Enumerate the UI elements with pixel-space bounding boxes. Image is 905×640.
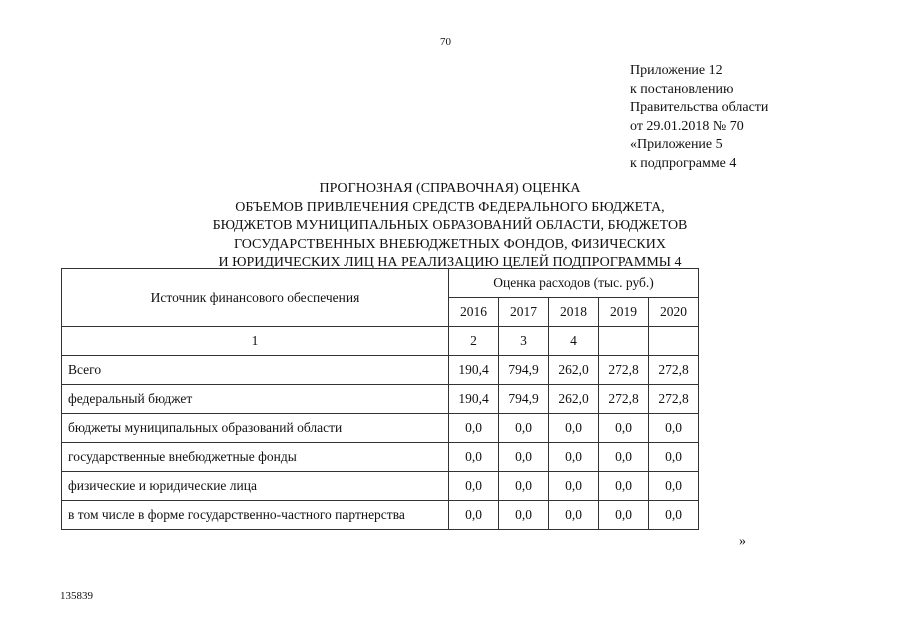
- year-header: 2019: [599, 298, 649, 327]
- value-cell: 0,0: [649, 414, 699, 443]
- value-cell: 272,8: [599, 385, 649, 414]
- value-cell: 0,0: [499, 443, 549, 472]
- value-cell: 0,0: [549, 501, 599, 530]
- year-header: 2017: [499, 298, 549, 327]
- value-cell: 0,0: [499, 501, 549, 530]
- row-label: федеральный бюджет: [62, 385, 449, 414]
- estimate-column-header: Оценка расходов (тыс. руб.): [449, 269, 699, 298]
- row-label: государственные внебюджетные фонды: [62, 443, 449, 472]
- table-row: [62, 414, 699, 443]
- value-cell: 0,0: [499, 414, 549, 443]
- row-label: бюджеты муниципальных образований области: [62, 414, 449, 443]
- value-cell: 272,8: [649, 385, 699, 414]
- value-cell: 794,9: [499, 385, 549, 414]
- value-cell: 0,0: [599, 472, 649, 501]
- year-header: 2020: [649, 298, 699, 327]
- title-line: БЮДЖЕТОВ МУНИЦИПАЛЬНЫХ ОБРАЗОВАНИЙ ОБЛАСТИ, БЮДЖЕТОВ: [212, 218, 688, 233]
- value-cell: 0,0: [449, 443, 499, 472]
- row-label: Всего: [62, 356, 449, 385]
- index-cell: 2: [449, 327, 499, 356]
- index-cell: [649, 327, 699, 356]
- value-cell: 190,4: [449, 385, 499, 414]
- appendix-reference: [630, 62, 768, 174]
- funding-table: [61, 268, 699, 530]
- appendix-line: от 29.01.2018 № 70: [630, 118, 744, 134]
- value-cell: 0,0: [599, 414, 649, 443]
- value-cell: 0,0: [449, 501, 499, 530]
- table-index-row: [62, 327, 699, 356]
- value-cell: 262,0: [549, 385, 599, 414]
- value-cell: 0,0: [499, 472, 549, 501]
- value-cell: 0,0: [649, 501, 699, 530]
- value-cell: 272,8: [599, 356, 649, 385]
- row-label: физические и юридические лица: [62, 472, 449, 501]
- document-title: [150, 180, 750, 273]
- row-label: в том числе в форме государственно-частного партнерства: [62, 501, 449, 530]
- value-cell: 0,0: [449, 472, 499, 501]
- table-row: [62, 501, 699, 530]
- value-cell: 0,0: [449, 414, 499, 443]
- source-column-header: Источник финансового обеспечения: [62, 269, 449, 327]
- index-cell: 1: [62, 327, 449, 356]
- index-cell: 4: [549, 327, 599, 356]
- title-line: ПРОГНОЗНАЯ (СПРАВОЧНАЯ) ОЦЕНКА: [319, 181, 581, 196]
- value-cell: 0,0: [599, 501, 649, 530]
- title-line: ГОСУДАРСТВЕННЫХ ВНЕБЮДЖЕТНЫХ ФОНДОВ, ФИЗИЧЕСКИХ: [234, 236, 666, 252]
- index-cell: [599, 327, 649, 356]
- title-line: ОБЪЕМОВ ПРИВЛЕЧЕНИЯ СРЕДСТВ ФЕДЕРАЛЬНОГО БЮДЖЕТА,: [235, 199, 665, 215]
- value-cell: 0,0: [599, 443, 649, 472]
- value-cell: 0,0: [649, 472, 699, 501]
- table-row: [62, 356, 699, 385]
- page-number: 70: [440, 36, 451, 48]
- closing-quote-mark: »: [739, 534, 746, 549]
- value-cell: 272,8: [649, 356, 699, 385]
- appendix-line: к постановлению: [630, 81, 734, 97]
- table-row: [62, 443, 699, 472]
- year-header: 2018: [549, 298, 599, 327]
- value-cell: 262,0: [549, 356, 599, 385]
- value-cell: 794,9: [499, 356, 549, 385]
- table-row: [62, 385, 699, 414]
- value-cell: 0,0: [649, 443, 699, 472]
- value-cell: 0,0: [549, 414, 599, 443]
- table-header-row: [62, 269, 699, 298]
- table-row: [62, 472, 699, 501]
- appendix-line: «Приложение 5: [630, 137, 723, 153]
- value-cell: 190,4: [449, 356, 499, 385]
- appendix-line: к подпрограмме 4: [630, 155, 737, 171]
- index-cell: 3: [499, 327, 549, 356]
- value-cell: 0,0: [549, 472, 599, 501]
- title-line: И ЮРИДИЧЕСКИХ ЛИЦ НА РЕАЛИЗАЦИЮ ЦЕЛЕЙ ПОДПРОГРАММЫ 4: [218, 255, 682, 270]
- value-cell: 0,0: [549, 443, 599, 472]
- year-header: 2016: [449, 298, 499, 327]
- appendix-line: Правительства области: [630, 100, 769, 116]
- appendix-line: Приложение 12: [630, 63, 723, 78]
- document-id: 135839: [60, 590, 93, 602]
